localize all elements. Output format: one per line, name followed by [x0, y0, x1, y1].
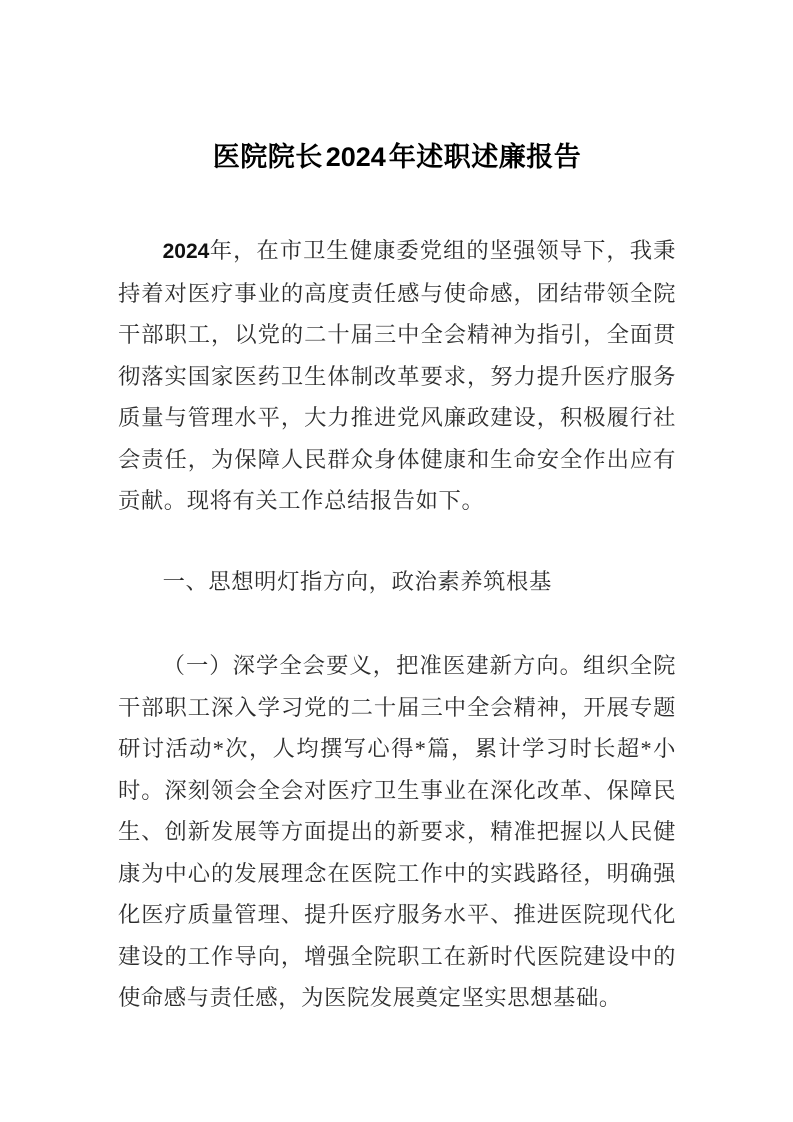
document-title-year: 2024: [325, 142, 386, 173]
section-one-body-block: [118, 645, 676, 1019]
section-one-heading-block: [118, 561, 676, 603]
intro-paragraph-block: [118, 230, 676, 522]
section-one-paragraph-one: （一）深学全会要义，把准医建新方向。组织全院干部职工深入学习党的二十届三中全会精神，开展专题研讨活动*次，人均撰写心得*篇，累计学习时长超*小时。深刻领会全会对医疗卫生事业在深化改革、保障民生、创新发展等方面提出的新要求，精准把握以人民健康为中心的发展理念在医院工作中的实践路径，明确强化医疗质量管理、提升医疗服务水平、推进医院现代化建设的工作导向，增强全院职工在新时代医院建设中的使命感与责任感，为医院发展奠定坚实思想基础。: [118, 653, 676, 1010]
intro-paragraph-text: 年，在市卫生健康委党组的坚强领导下，我秉持着对医疗事业的高度责任感与使命感，团结带领全院干部职工，以党的二十届三中全会精神为指引，全面贯彻落实国家医药卫生体制改革要求，努力提升医疗服务质量与管理水平，大力推进党风廉政建设，积极履行社会责任，为保障人民群众身体健康和生命安全作出应有贡献。现将有关工作总结报告如下。: [118, 238, 676, 513]
document-title-suffix: 年述职述廉报告: [388, 142, 582, 173]
document-title-prefix: 医院院长: [212, 142, 323, 173]
intro-lead-year: 2024: [162, 240, 210, 263]
intro-paragraph: [118, 230, 676, 522]
document-title: [118, 137, 676, 177]
section-one-heading: 一、思想明灯指方向，政治素养筑根基: [162, 569, 552, 594]
